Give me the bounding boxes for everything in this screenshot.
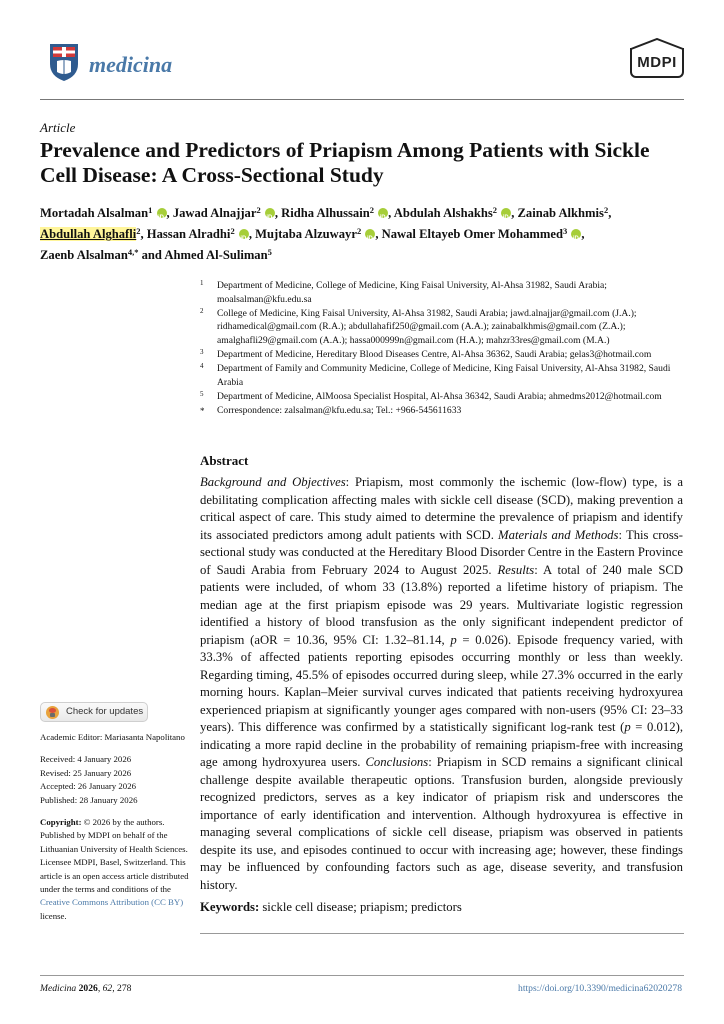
journal-logo-icon — [48, 42, 80, 82]
author: Zainab Alkhmis$^2$, — [517, 205, 612, 220]
orcid-icon[interactable] — [265, 208, 275, 218]
author: Zaenb Alsalman$^{4,*}$ and — [40, 247, 165, 262]
author: Mortadah Alsalman$^1$ iD , — [40, 206, 173, 220]
copyright-notice: Copyright: © 2026 by the authors. Published by MDPI on behalf of the Lithuanian University of Health Sciences. Licensee MDPI, Basel, Switzerland. This article is an open access article distributed under the terms and conditions of the Creative Commons Attribution (CC BY) license. — [40, 817, 189, 921]
abstract-divider — [200, 933, 684, 934]
affiliations — [200, 279, 690, 418]
affiliation-item: 2 College of Medicine, King Faisal University, Al-Ahsa 31982, Saudi Arabia; jawd.alnajjar@gmail.com (J.A.); ridhamedical@gmail.com (R.A.); abdullahafif250@gmail.com (A.A.); zainabalkhmis@gmail.com (Z.A.); amalghafli29@gmail.com (A.A.); hassa000999n@gmail.com (H.A.); mahzr33res@gmail.com (M.A.) — [200, 306, 637, 346]
journal-header — [40, 40, 684, 96]
check-for-updates-button[interactable]: Check for updates — [40, 702, 148, 722]
orcid-icon[interactable] — [157, 208, 167, 218]
article-type: Article — [40, 120, 76, 135]
crossmark-icon — [46, 706, 59, 719]
abstract-text: Background and Objectives: Priapism, most commonly the ischemic (low-flow) type, is a debilitating complication affecting males with sickle cell disease (SCD), making prevention a critical aspect of care. This study aimed to determine the prevalence of priapism and identify its associated predictors among adult patients with SCD. Materials and Methods: This cross-sectional study was conducted at the Hereditary Blood Disorder Centre in the Eastern Province of Saudi Arabia from February 2024 to August 2025. Results: A total of 240 male SCD patients were included, of whom 33 (13.8%) reported a lifetime history of priapism. The median age at the first priapism episode was 29 years. Multivariate logistic regression identified a history of blood transfusion as the only significant independent predictor of priapism (aOR = 10.36, 95% CI: 1.32–81.14, p = 0.026). Episode frequency varied, with 33.3% of affected patients reporting episodes occurring monthly or less than weekly. Regarding timing, 45.5% of episodes occurred during sleep, while 27.3% occurred in the early morning hours. Kaplan–Meier survival curves indicated that patients receiving hydroxyurea experienced priapism at significantly younger ages compared with non-users (95% CI: 23–33 years). This difference was confirmed by a statistically significant log-rank test (p = 0.012), indicating a more rapid decline in the probability of remaining priapism-free with increasing age among hydroxyurea users. Conclusions: Priapism in SCD remains a significant clinical challenge despite available therapeutic options. Transfusion burden, alongside previously recognized predictors, serves as a key indicator of priapism risk and underscores the importance of early identification and intervention. Although hydroxyurea is effective in managing several complications of sickle cell disease, priapism was observed in patients despite its use, and episodes continued to occur with increasing age; however, these findings may be influenced by confounding factors such as age, disease severity, and transfusion history. — [200, 475, 684, 892]
correspondence: * Correspondence: zalsalman@kfu.edu.sa; Tel.: +966-545611633 — [200, 404, 462, 416]
abstract-heading: Abstract — [200, 453, 249, 468]
affiliation-item: 3 Department of Medicine, Hereditary Blood Diseases Centre, Al-Ahsa 36362, Saudi Arabia; gelas3@hotmail.com — [200, 347, 652, 360]
footer-citation: Medicina 2026, 62, 278 — [40, 983, 132, 994]
author: Jawad Alnajjar$^2$ iD , — [173, 206, 281, 220]
author: Hassan Alradhi$^2$ iD , — [147, 227, 255, 241]
author: Abdulah Alshakhs$^2$ iD , — [394, 206, 518, 220]
doi-link[interactable]: https://doi.org/10.3390/medicina62020278 — [518, 983, 682, 994]
publisher-name: MDPI — [637, 54, 677, 71]
orcid-icon[interactable] — [378, 208, 388, 218]
affiliation-item: 5 Department of Medicine, AlMoosa Specialist Hospital, Al-Ahsa 36342, Saudi Arabia; ahmedms2012@hotmail.com — [200, 389, 662, 402]
orcid-icon[interactable] — [239, 229, 249, 239]
author: Nawal Eltayeb Omer Mohammed$^3$ iD , — [382, 227, 585, 241]
orcid-icon[interactable] — [365, 229, 375, 239]
header-divider — [40, 99, 684, 100]
author: Ridha Alhussain$^2$ iD , — [281, 206, 394, 220]
affiliation-item: 1 Department of Medicine, College of Medicine, King Faisal University, Al-Ahsa 31982, Saudi Arabia; moalsalman@kfu.edu.sa — [200, 279, 607, 305]
affiliation-item: 4 Department of Family and Community Medicine, College of Medicine, King Faisal University, Al-Ahsa 31982, Saudi Arabia — [200, 362, 671, 388]
footer-divider — [40, 975, 684, 976]
article-title: Prevalence and Predictors of Priapism Among Patients with Sickle Cell Disease: A Cross-Sectional Study — [40, 138, 650, 187]
author: Mujtaba Alzuwayr$^2$ iD , — [255, 227, 382, 241]
orcid-icon[interactable] — [501, 208, 511, 218]
orcid-icon[interactable] — [571, 229, 581, 239]
author: Ahmed Al-Suliman$^5$ — [164, 247, 272, 262]
license-link[interactable]: Creative Commons Attribution (CC BY) — [40, 897, 184, 908]
publisher-roof-icon — [630, 38, 684, 50]
academic-editor: Academic Editor: Mariasanta Napolitano — [40, 732, 185, 742]
author-list — [40, 201, 685, 264]
dates: Received: 4 January 2026 Revised: 25 January 2026 Accepted: 26 January 2026 Published: 28 January 2026 — [40, 754, 138, 805]
keywords: Keywords: sickle cell disease; priapism; predictors — [200, 900, 462, 914]
journal-name[interactable]: medicina — [89, 52, 173, 77]
author-highlighted: Abdullah Alghafli$^2$, — [40, 226, 147, 241]
publisher-logo[interactable] — [630, 48, 684, 78]
article-info-sidebar — [40, 731, 190, 932]
